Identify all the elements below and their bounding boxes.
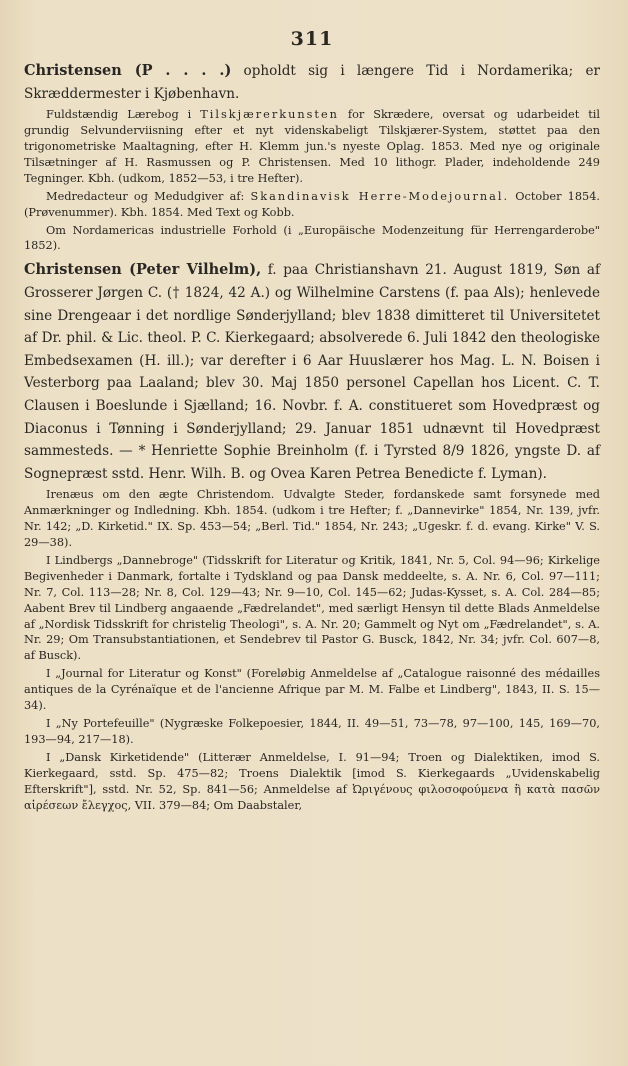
work-paragraph: I Lindbergs „Dannebroge" (Tidsskrift for Literatur og Kritik, 1841, Nr. 5, Col. 94—96; Kirkelige Begivenheder i Danmark, fortalte i Tydskland og paa Dansk meddeelte, s. A. Nr. 6, Col. 97—111; Nr. 7, Col. 113—28; Nr. 8, Col. 129—43; Nr. 9—10, Col. 145—62; Judas-Kysset, s. A. Col. 284—85; Aabent Brev til Lindberg angaaende „Fædrelandet", med særligt Hensyn til dette Blads Anmeldelse af „Nordisk Tidsskrift for christelig Theologi", s. A. Nr. 20; Gammelt og Nyt om „Fædrelandet", s. A. Nr. 29; Om Transubstantiationen, et Sendebrev til Pastor G. Busck, 1842, Nr. 34; jvfr. Col. 607—8, af Busck).	[24, 553, 600, 663]
work-prefix: Fuldstændig Lærebog i	[46, 108, 192, 122]
work-prefix: Medredacteur og Medudgiver af:	[46, 189, 245, 203]
entry-biography	[24, 259, 600, 485]
work-text: for Skrædere, oversat og udarbeidet til grundig Selvunderviisning efter et nyt videnskabeligt Tilskjærer-System, støttet paa den trigonometriske Maaltagning, efter H. Klemm jun.'s nyeste Oplag. 1853. Med nye og originale Tilsætninger af H. Rasmussen og P. Christensen. Med 10 lithogr. Plader, indeholdende 249 Tegninger. Kbh. (udkom, 1852—53, i tre Hefter).	[24, 108, 600, 185]
entry-heading: Christensen (Peter Vilhelm),	[24, 261, 262, 279]
work-paragraph: Om Nordamericas industrielle Forhold (i „Europäische Modenzeitung für Herrengarderobe" 1852).	[24, 223, 600, 253]
entry-heading: Christensen (P . . . .)	[24, 62, 232, 79]
entry-bio-text: f. paa Christianshavn 21. August 1819, Søn af Grosserer Jørgen C. († 1824, 42 A.) og Wilhelmine Carstens (f. paa Als); henlevede sine Drengeaar i det nordlige Sønderjylland; blev 1838 dimitteret til Universitetet af Dr. phil. & Lic. theol. P. C. Kierkegaard; absolverede 6. Juli 1842 den theologiske Embedsexamen (H. ill.); var derefter i 6 Aar Huuslærer hos Mag. L. N. Boisen i Vesterborg paa Laaland; blev 30. Maj 1850 personel Capellan hos Licent. C. T. Clausen i Boeslunde i Sjælland; 16. Novbr. f. A. constitueret som Hovedpræst og Diaconus i Tønning i Sønderjylland; 29. Januar 1851 udnævnt til Hovedpræst sammesteds. — * Henriette Sophie Breinholm (f. i Tyrsted 8/9 1826, yngste D. af Sognepræst sstd. Henr. Wilh. B. og Ovea Karen Petrea Benedicte f. Lyman).	[24, 262, 600, 482]
work-paragraph: Irenæus om den ægte Christendom. Udvalgte Steder, fordanskede samt forsynede med Anmærkninger og Indledning. Kbh. 1854. (udkom i tre Hefter; f. „Dannevirke" 1854, Nr. 139, jvfr. Nr. 142; „D. Kirketid." IX. Sp. 453—54; „Berl. Tid." 1854, Nr. 243; „Ugeskr. f. d. evang. Kirke" V. S. 29—38).	[24, 488, 600, 549]
entry-intro-text: opholdt sig i længere Tid i Nordamerika; er Skræddermester i Kjøbenhavn.	[24, 63, 600, 102]
work-paragraph: I „Dansk Kirketidende" (Litterær Anmeldelse, I. 91—94; Troen og Dialektiken, imod S. Kierkegaard, sstd. Sp. 475—82; Troens Dialektik [imod S. Kierkegaards „Uvidenskabelig Efterskrift"], sstd. Nr. 52, Sp. 841—56; Anmeldelse af Ὠριγένους φιλοσοφούμενα ἢ κατὰ πασῶν αἱρέσεων ἔλεγχος, VII. 379—84; Om Daabstaler,	[24, 750, 600, 812]
work-paragraph	[24, 107, 600, 187]
work-paragraph: I „Ny Portefeuille" (Nygræske Folkepoesier, 1844, II. 49—51, 73—78, 97—100, 145, 169—70, 193—94, 217—18).	[24, 716, 600, 746]
work-paragraph	[24, 189, 600, 221]
entry-christensen-p-intro	[24, 60, 600, 105]
page-number: 311	[290, 28, 334, 50]
entry-christensen-peter-vilhelm	[24, 259, 600, 813]
work-paragraph: I „Journal for Literatur og Konst" (Foreløbig Anmeldelse af „Catalogue raisonné des médailles antiques de la Cyrénaïque et de l'ancienne Afrique par M. M. Falbe et Lindberg", 1843, II. S. 15—34).	[24, 667, 600, 713]
work-text: October 1854. (Prøvenummer). Kbh. 1854. Med Text og Kobb.	[24, 189, 601, 219]
work-title: Tilskjærerkunsten	[200, 108, 339, 122]
entry-christensen-p	[24, 60, 600, 254]
work-title: Skandinavisk Herre-Modejournal.	[250, 189, 510, 203]
